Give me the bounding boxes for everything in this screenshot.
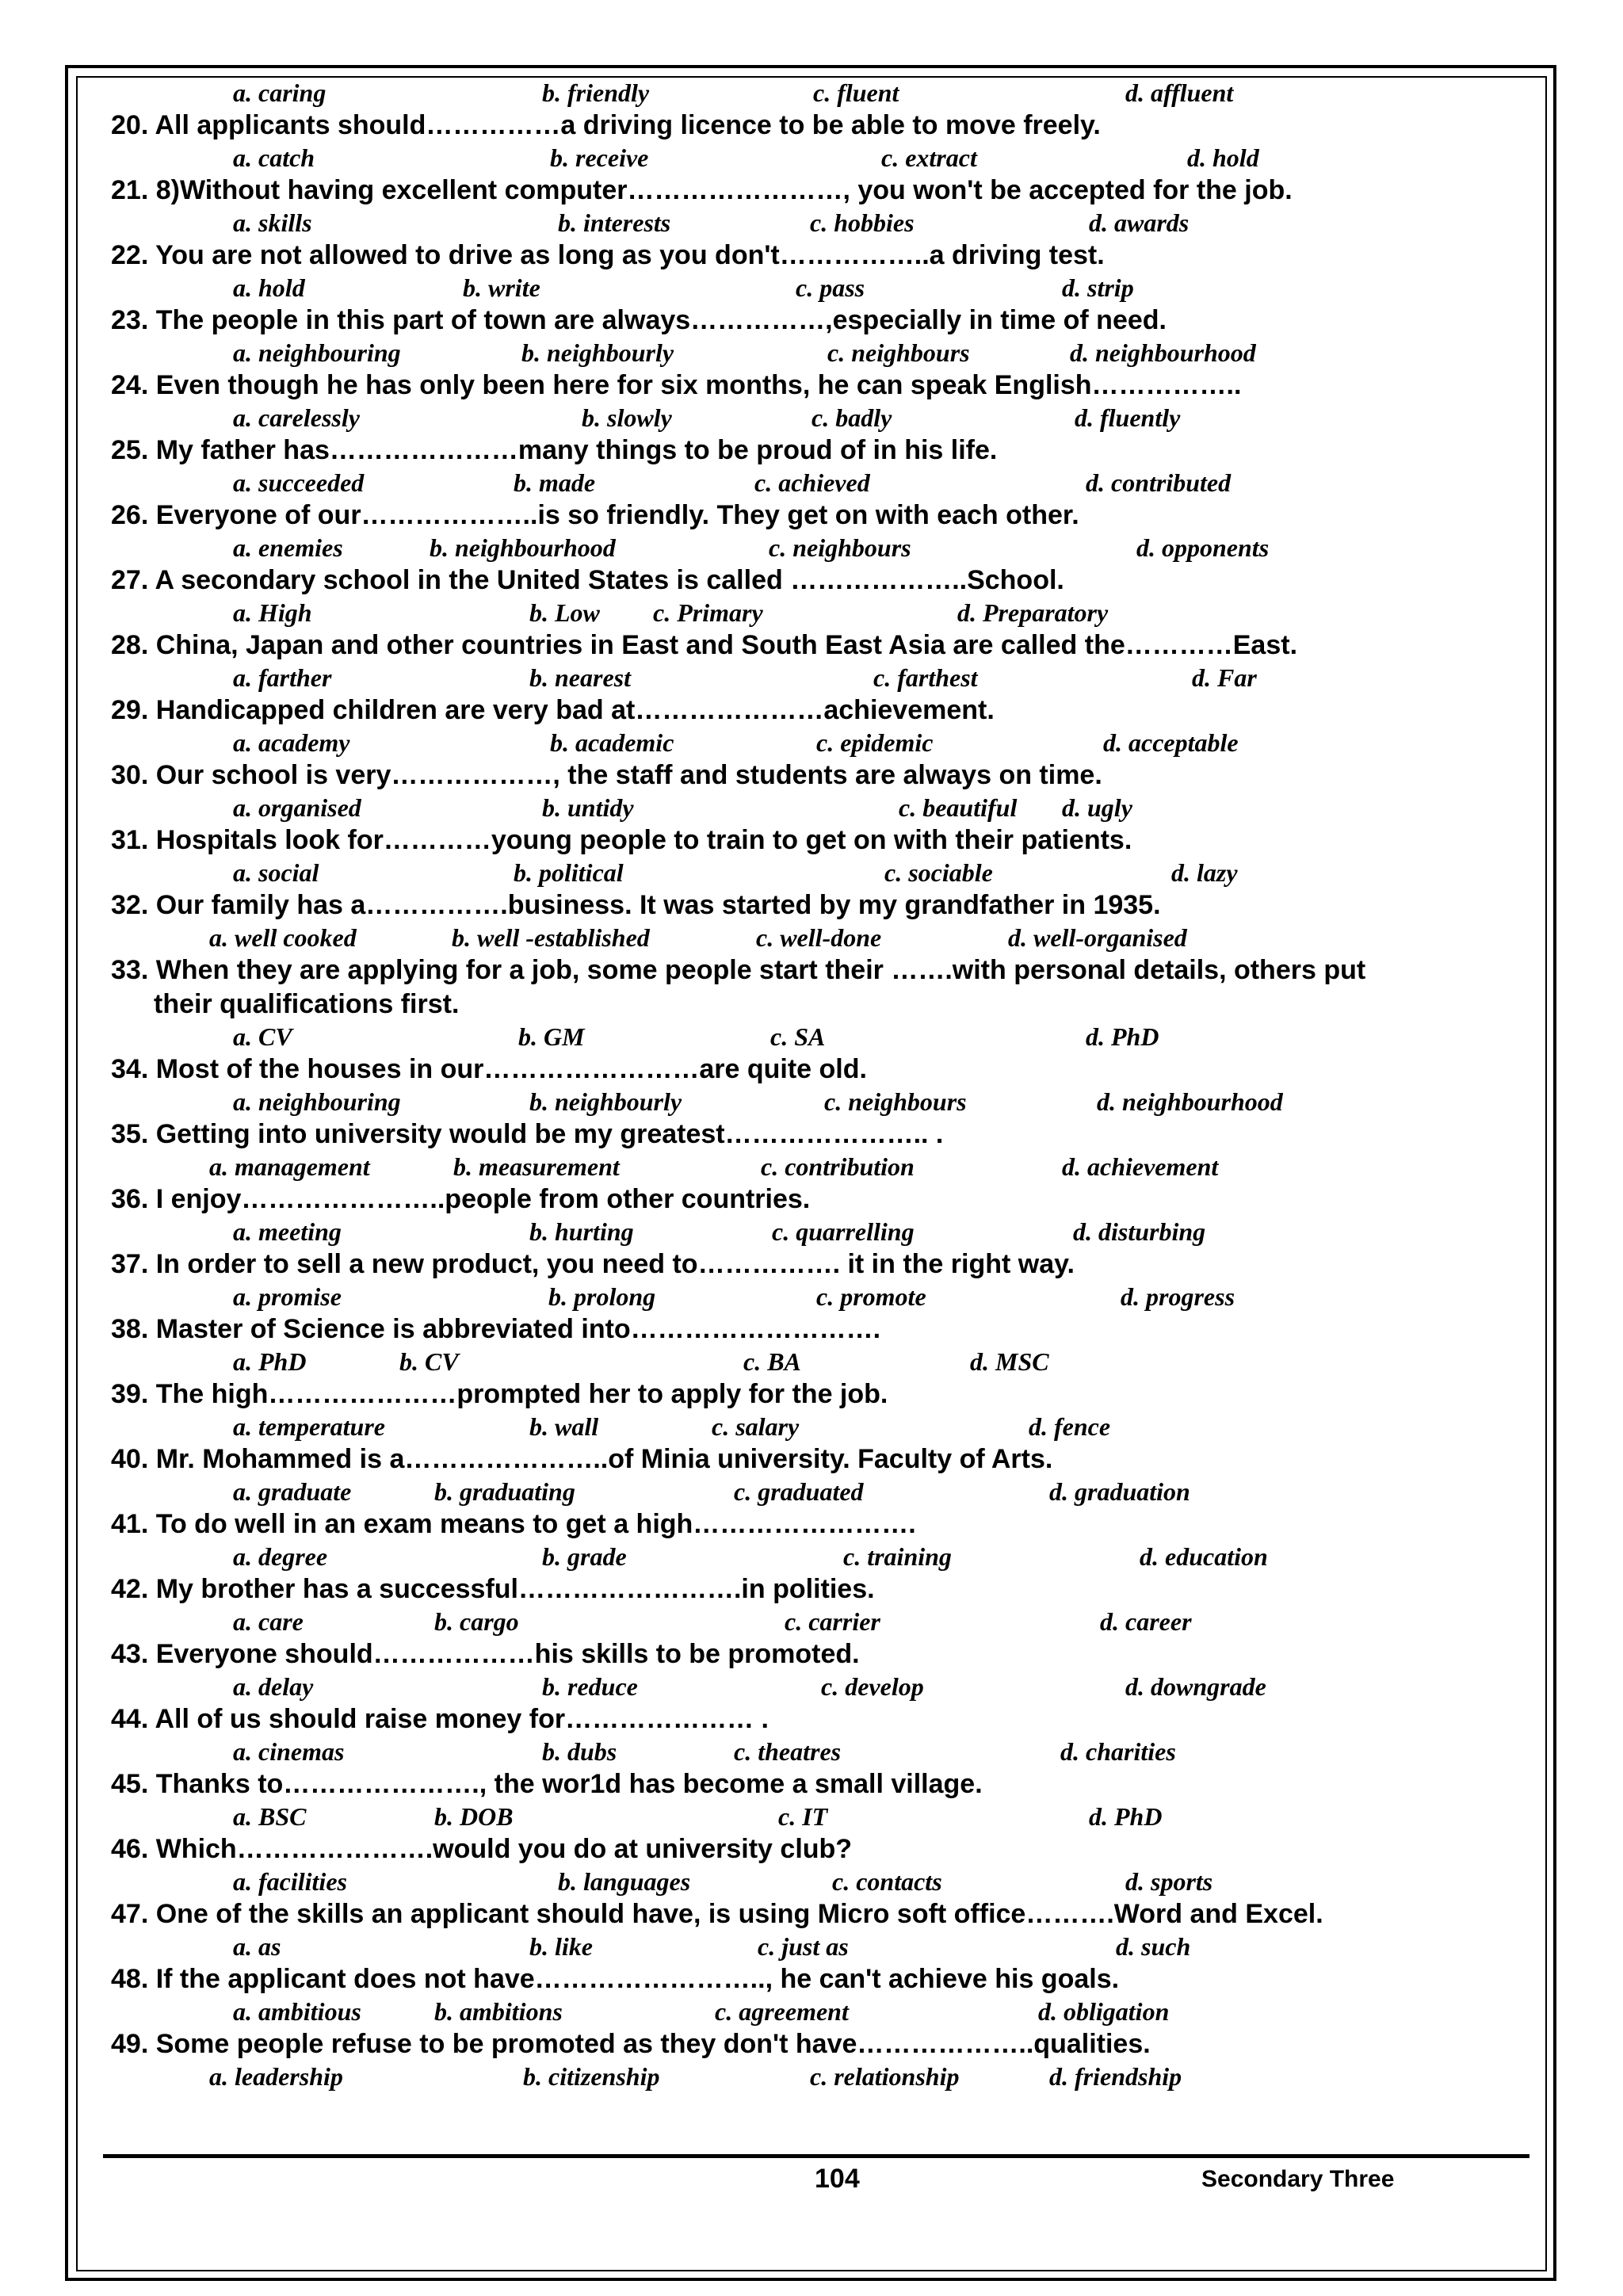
option-b: b. academic — [550, 728, 674, 757]
option-row — [111, 1801, 1537, 1832]
grade-level: Secondary Three — [1201, 2166, 1395, 2192]
option-row — [111, 1152, 1537, 1182]
question-text: 37. In order to sell a new product, you need to……………. it in the right way. — [111, 1249, 1075, 1279]
option-d: d. achievement — [1062, 1152, 1219, 1181]
question-35 — [111, 1117, 1537, 1152]
option-row — [111, 1671, 1537, 1702]
question-text: 30. Our school is very………………, the staff and students are always on time. — [111, 760, 1102, 790]
option-c: c. IT — [778, 1802, 828, 1831]
question-text: 35. Getting into university would be my greatest………………….. . — [111, 1119, 944, 1149]
option-row — [111, 1541, 1537, 1572]
option-d: d. contributed — [1086, 468, 1232, 497]
option-c: c. Primary — [653, 598, 763, 627]
question-text: 24. Even though he has only been here for six months, he can speak English…………….. — [111, 370, 1242, 400]
option-d: d. PhD — [1089, 1802, 1163, 1831]
option-d: d. lazy — [1171, 858, 1238, 887]
question-37 — [111, 1247, 1537, 1282]
option-a: a. leadership — [209, 2062, 343, 2091]
option-b: b. reduce — [542, 1672, 638, 1701]
question-24 — [111, 369, 1537, 403]
option-c: c. pass — [796, 273, 865, 302]
option-c: c. quarrelling — [772, 1217, 915, 1246]
question-21 — [111, 174, 1537, 208]
option-row — [111, 1282, 1537, 1312]
question-30 — [111, 758, 1537, 793]
option-d: d. affluent — [1125, 78, 1234, 107]
option-b: b. cargo — [434, 1607, 519, 1636]
option-a: a. meeting — [233, 1217, 342, 1246]
option-b: b. measurement — [453, 1152, 620, 1181]
question-text: 41. To do well in an exam means to get a high……………………. — [111, 1509, 916, 1539]
option-row — [111, 1996, 1537, 2027]
option-a: a. delay — [233, 1672, 314, 1701]
question-text: 45. Thanks to…………………., the wor1d has become a small village. — [111, 1769, 983, 1799]
option-d: d. ugly — [1062, 793, 1132, 822]
option-c: c. sociable — [884, 858, 993, 887]
option-row — [111, 338, 1537, 369]
question-32 — [111, 888, 1537, 923]
question-text: 34. Most of the houses in our……………………are quite old. — [111, 1054, 867, 1084]
option-row — [111, 1022, 1537, 1052]
question-38 — [111, 1312, 1537, 1347]
question-text: 40. Mr. Mohammed is a…………………..of Minia university. Faculty of Arts. — [111, 1444, 1053, 1474]
option-c: c. SA — [770, 1022, 826, 1051]
option-row — [111, 1087, 1537, 1117]
option-d: d. charities — [1060, 1737, 1176, 1766]
option-a: a. temperature — [233, 1412, 385, 1441]
option-b: b. friendly — [542, 78, 650, 107]
option-a: a. organised — [233, 793, 361, 822]
option-a: a. facilities — [233, 1867, 347, 1896]
option-row — [111, 1347, 1537, 1377]
question-48 — [111, 1962, 1537, 1996]
option-d: d. sports — [1125, 1867, 1213, 1896]
question-44 — [111, 1702, 1537, 1736]
option-row — [111, 663, 1537, 693]
option-d: d. career — [1100, 1607, 1192, 1636]
option-d: d. neighbourhood — [1097, 1087, 1283, 1116]
option-b: b. slowly — [582, 403, 672, 432]
option-b: b. wall — [529, 1412, 599, 1441]
option-b: b. receive — [550, 143, 649, 172]
option-row — [111, 793, 1537, 823]
question-28 — [111, 628, 1537, 663]
option-d: d. Preparatory — [957, 598, 1109, 627]
option-a: a. management — [209, 1152, 370, 1181]
option-c: c. training — [843, 1542, 952, 1571]
question-text: 22. You are not allowed to drive as long as you don't……………..a driving test. — [111, 240, 1105, 270]
question-29 — [111, 693, 1537, 728]
question-22 — [111, 239, 1537, 273]
option-c: c. badly — [812, 403, 892, 432]
option-b: b. graduating — [434, 1477, 575, 1506]
question-34 — [111, 1052, 1537, 1087]
option-d: d. hold — [1187, 143, 1259, 172]
option-b: b. political — [514, 858, 624, 887]
option-d: d. downgrade — [1125, 1672, 1266, 1701]
question-23 — [111, 304, 1537, 338]
question-33 — [111, 953, 1537, 1022]
question-26 — [111, 499, 1537, 533]
option-a: a. skills — [233, 208, 312, 237]
question-text: 23. The people in this part of town are always……………,especially in time of need. — [111, 305, 1167, 335]
question-text: 25. My father has…………………many things to be proud of in his life. — [111, 435, 998, 465]
question-text: 42. My brother has a successful…………………….in polities. — [111, 1574, 875, 1604]
option-c: c. promote — [816, 1282, 926, 1311]
question-text: 20. All applicants should……………a driving licence to be able to move freely. — [111, 110, 1101, 140]
option-a: a. CV — [233, 1022, 292, 1051]
option-d: d. progress — [1121, 1282, 1235, 1311]
option-row — [111, 533, 1537, 563]
question-43 — [111, 1637, 1537, 1671]
option-c: c. extract — [881, 143, 977, 172]
option-row — [111, 1931, 1537, 1962]
question-text: 36. I enjoy…………………..people from other countries. — [111, 1184, 811, 1214]
option-d: d. fluently — [1075, 403, 1181, 432]
option-row — [111, 1477, 1537, 1507]
question-25 — [111, 434, 1537, 468]
option-a: a. succeeded — [233, 468, 365, 497]
question-text: 31. Hospitals look for…………young people to train to get on with their patients. — [111, 825, 1132, 855]
option-b: b. like — [529, 1932, 593, 1961]
option-b: b. neighbourly — [521, 338, 674, 367]
option-row — [111, 468, 1537, 499]
option-a: a. well cooked — [209, 923, 357, 952]
option-b: b. languages — [558, 1867, 691, 1896]
option-c: c. develop — [821, 1672, 924, 1701]
option-d: d. well-organised — [1008, 923, 1187, 952]
option-row — [111, 1606, 1537, 1637]
question-49 — [111, 2027, 1537, 2061]
question-text: 44. All of us should raise money for………………… . — [111, 1704, 769, 1734]
option-row — [111, 598, 1537, 628]
option-row — [111, 858, 1537, 888]
option-a: a. catch — [233, 143, 315, 172]
option-row-top — [111, 78, 1537, 109]
option-c: c. beautiful — [899, 793, 1018, 822]
option-c: c. epidemic — [816, 728, 934, 757]
option-row — [111, 1736, 1537, 1767]
option-d: d. awards — [1089, 208, 1190, 237]
option-a: a. High — [233, 598, 312, 627]
option-d: d. strip — [1062, 273, 1134, 302]
option-b: b. write — [463, 273, 540, 302]
option-d: d. fence — [1029, 1412, 1111, 1441]
option-row — [111, 1866, 1537, 1897]
option-d: d. neighbourhood — [1070, 338, 1256, 367]
option-row — [111, 1412, 1537, 1442]
question-text: 46. Which………………….would you do at university club? — [111, 1834, 853, 1864]
option-b: b. DOB — [434, 1802, 514, 1831]
question-text: 21. 8)Without having excellent computer……………………, you won't be accepted for the job. — [111, 175, 1293, 205]
option-a: a. neighbouring — [233, 1087, 401, 1116]
option-a: a. social — [233, 858, 319, 887]
option-a: a. hold — [233, 273, 305, 302]
option-d: d. education — [1140, 1542, 1268, 1571]
option-b: b. well -established — [452, 923, 650, 952]
question-text: 32. Our family has a…………….business. It was started by my grandfather in 1935. — [111, 890, 1161, 920]
option-d: d. such — [1116, 1932, 1191, 1961]
question-text: 27. A secondary school in the United States is called ………………..School. — [111, 565, 1064, 595]
option-a: a. as — [233, 1932, 281, 1961]
option-b: b. neighbourhood — [430, 533, 616, 562]
option-d: d. Far — [1192, 663, 1257, 692]
page-number: 104 — [815, 2164, 860, 2194]
question-31 — [111, 823, 1537, 858]
option-a: a. cinemas — [233, 1737, 345, 1766]
question-text: 26. Everyone of our………………..is so friendly. They get on with each other. — [111, 500, 1079, 530]
option-c: c. theatres — [734, 1737, 842, 1766]
option-d: d. PhD — [1086, 1022, 1159, 1051]
option-c: c. neighbours — [769, 533, 911, 562]
option-a: a. caring — [233, 78, 327, 107]
option-c: c. agreement — [715, 1997, 849, 2026]
question-27 — [111, 563, 1537, 598]
question-text: 43. Everyone should………………his skills to be promoted. — [111, 1639, 860, 1669]
option-c: c. salary — [712, 1412, 800, 1441]
question-text: 28. China, Japan and other countries in East and South East Asia are called the…………East. — [111, 630, 1298, 660]
option-a: a. ambitious — [233, 1997, 361, 2026]
question-text: 33. When they are applying for a job, some people start their …….with personal details, others put — [111, 955, 1366, 985]
option-row — [111, 208, 1537, 239]
option-d: d. disturbing — [1073, 1217, 1206, 1246]
option-a: a. promise — [233, 1282, 342, 1311]
question-42 — [111, 1572, 1537, 1606]
option-row — [111, 1217, 1537, 1247]
option-d: d. acceptable — [1103, 728, 1239, 757]
question-text: 49. Some people refuse to be promoted as they don't have………………..qualities. — [111, 2029, 1151, 2059]
option-a: a. degree — [233, 1542, 328, 1571]
option-c: c. just as — [758, 1932, 849, 1961]
question-41 — [111, 1507, 1537, 1541]
option-row — [111, 728, 1537, 758]
question-text: 48. If the applicant does not have…………………….., he can't achieve his goals. — [111, 1964, 1120, 1994]
option-a: a. enemies — [233, 533, 343, 562]
option-c: c. relationship — [810, 2062, 960, 2091]
option-a: a. BSC — [233, 1802, 307, 1831]
option-a: a. neighbouring — [233, 338, 401, 367]
question-45 — [111, 1767, 1537, 1801]
option-b: b. CV — [399, 1347, 459, 1376]
option-b: b. hurting — [529, 1217, 634, 1246]
option-c: c. neighbours — [827, 338, 970, 367]
option-a: a. academy — [233, 728, 350, 757]
option-b: b. interests — [558, 208, 671, 237]
option-b: b. citizenship — [523, 2062, 660, 2091]
question-text-continued: their qualifications first. — [154, 989, 460, 1019]
option-a: a. graduate — [233, 1477, 352, 1506]
question-36 — [111, 1182, 1537, 1217]
question-text: 38. Master of Science is abbreviated into………………………. — [111, 1314, 881, 1344]
question-list — [111, 78, 1537, 2092]
option-b: b. dubs — [542, 1737, 617, 1766]
option-c: c. neighbours — [824, 1087, 967, 1116]
option-row — [111, 143, 1537, 174]
option-d: d. MSC — [970, 1347, 1049, 1376]
option-b: b. nearest — [529, 663, 631, 692]
option-d: d. opponents — [1136, 533, 1270, 562]
option-b: b. grade — [542, 1542, 627, 1571]
option-d: d. friendship — [1049, 2062, 1182, 2091]
question-40 — [111, 1442, 1537, 1477]
option-c: c. carrier — [785, 1607, 880, 1636]
option-c: c. contribution — [761, 1152, 915, 1181]
option-b: b. GM — [518, 1022, 585, 1051]
option-c: c. well-done — [756, 923, 882, 952]
option-b: b. neighbourly — [529, 1087, 682, 1116]
option-row — [111, 923, 1537, 953]
question-39 — [111, 1377, 1537, 1412]
question-46 — [111, 1832, 1537, 1866]
option-a: a. care — [233, 1607, 304, 1636]
option-b: b. ambitions — [434, 1997, 563, 2026]
question-text: 39. The high…………………prompted her to apply for the job. — [111, 1379, 888, 1409]
question-text: 47. One of the skills an applicant should have, is using Micro soft office……….Word and Excel. — [111, 1899, 1323, 1929]
footer-rule — [103, 2154, 1529, 2158]
option-row — [111, 273, 1537, 304]
option-b: b. Low — [529, 598, 600, 627]
option-d: d. obligation — [1038, 1997, 1170, 2026]
question-47 — [111, 1897, 1537, 1931]
question-text: 29. Handicapped children are very bad at…………………achievement. — [111, 695, 995, 725]
option-c: c. achieved — [754, 468, 870, 497]
option-row — [111, 403, 1537, 434]
option-b: b. untidy — [542, 793, 634, 822]
option-c: c. graduated — [734, 1477, 864, 1506]
option-row — [111, 2061, 1537, 2092]
option-a: a. carelessly — [233, 403, 360, 432]
option-a: a. farther — [233, 663, 332, 692]
option-b: b. prolong — [548, 1282, 656, 1311]
option-d: d. graduation — [1049, 1477, 1190, 1506]
option-c: c. fluent — [813, 78, 899, 107]
question-20 — [111, 109, 1537, 143]
option-c: c. hobbies — [810, 208, 915, 237]
option-c: c. contacts — [832, 1867, 942, 1896]
option-c: c. farthest — [873, 663, 978, 692]
option-b: b. made — [514, 468, 596, 497]
option-c: c. BA — [743, 1347, 801, 1376]
option-a: a. PhD — [233, 1347, 307, 1376]
